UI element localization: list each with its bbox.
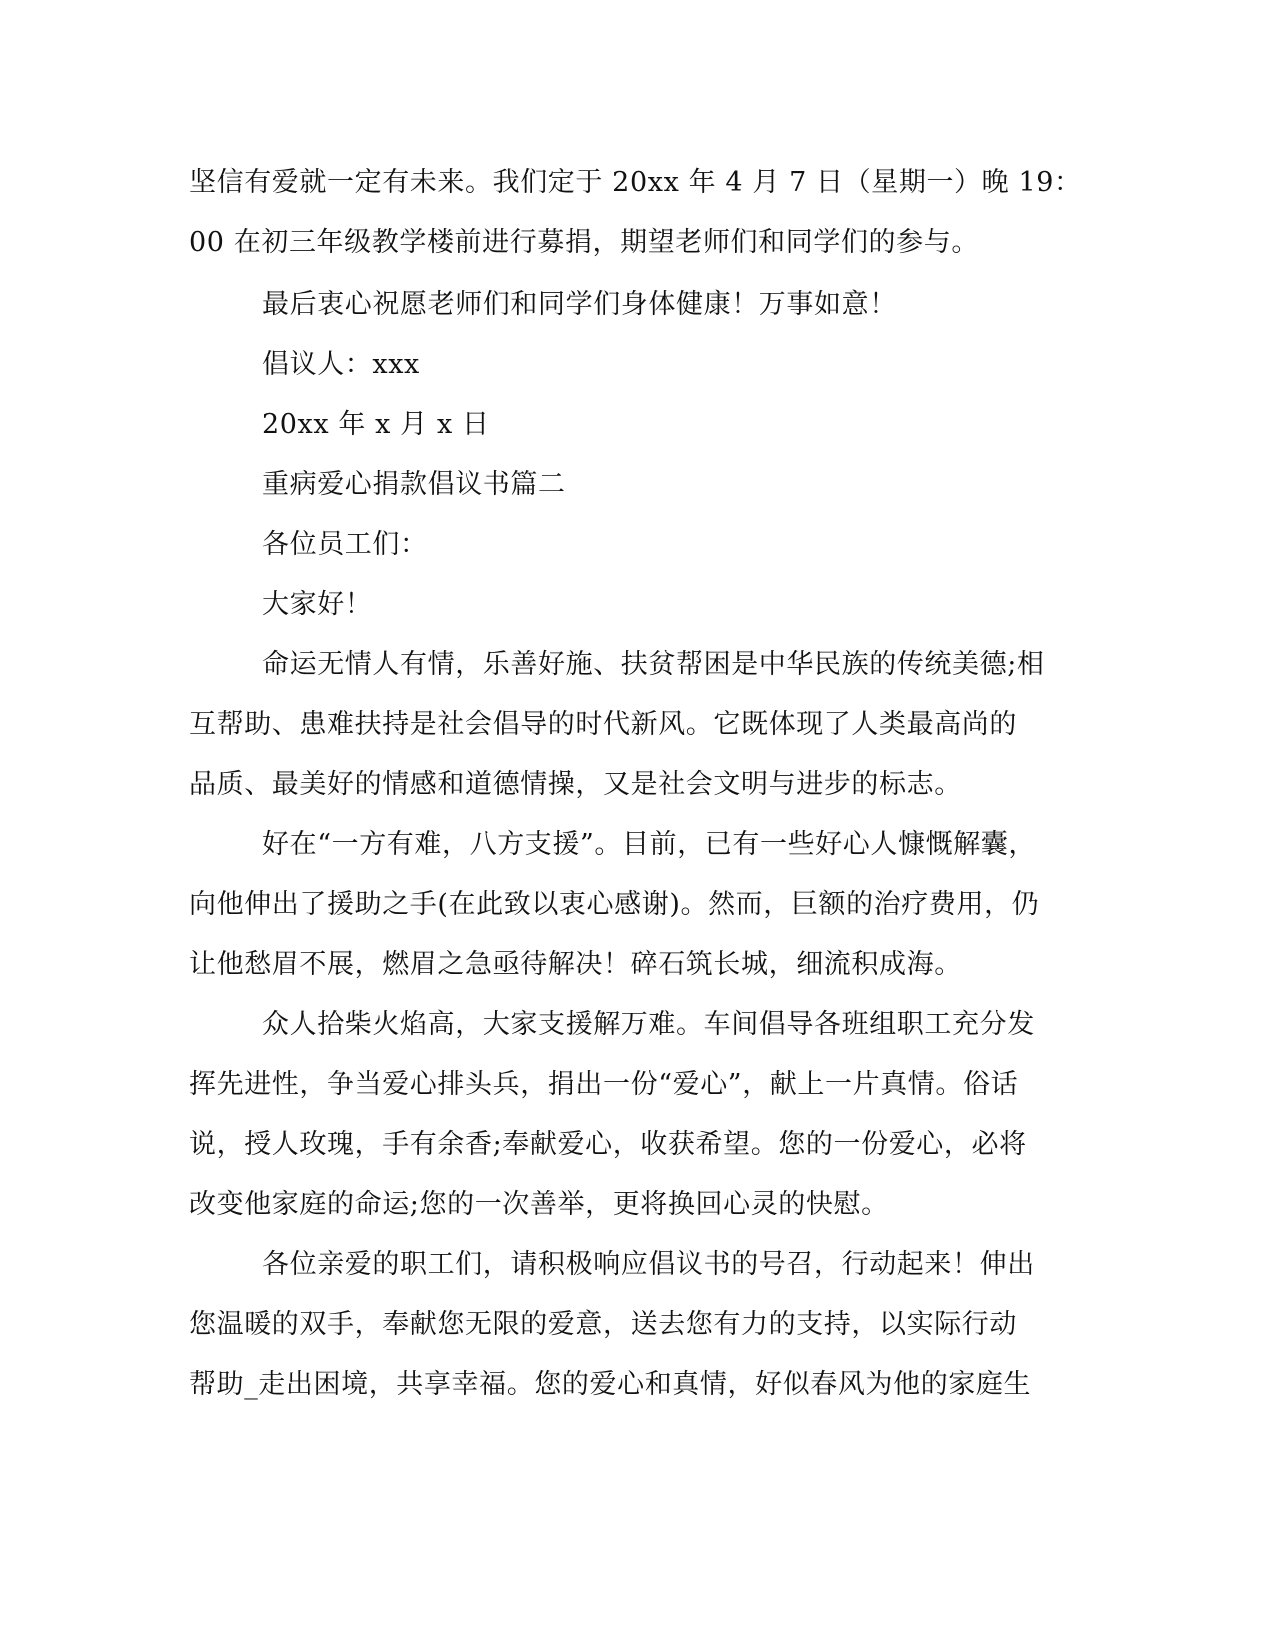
section-title: 重病爱心捐款倡议书篇二 bbox=[262, 469, 566, 500]
paragraph-5-line-3: 帮助_走出困境，共享幸福。您的爱心和真情，好似春风为他的家庭生 bbox=[189, 1369, 1032, 1400]
greeting: 大家好！ bbox=[262, 589, 373, 620]
paragraph-5-line-1: 各位亲爱的职工们，请积极响应倡议书的号召，行动起来！伸出 bbox=[262, 1249, 1035, 1280]
paragraph-4-line-3: 说，授人玫瑰，手有余香;奉献爱心，收获希望。您的一份爱心，必将 bbox=[189, 1129, 1027, 1160]
paragraph-4-line-2: 挥先进性，争当爱心排头兵，捐出一份“爱心”，献上一片真情。俗话 bbox=[189, 1069, 1019, 1100]
paragraph-2-line-2: 互帮助、患难扶持是社会倡导的时代新风。它既体现了人类最高尚的 bbox=[189, 709, 1017, 740]
paragraph-1-line-1: 坚信有爱就一定有未来。我们定于 20xx 年 4 月 7 日（星期一）晚 19： bbox=[189, 167, 1082, 198]
paragraph-2-line-1: 命运无情人有情，乐善好施、扶贫帮困是中华民族的传统美德;相 bbox=[262, 649, 1045, 680]
paragraph-4-line-1: 众人拾柴火焰高，大家支援解万难。车间倡导各班组职工充分发 bbox=[262, 1009, 1035, 1040]
closing-wish: 最后衷心祝愿老师们和同学们身体健康！万事如意！ bbox=[262, 289, 897, 320]
signature: 倡议人：xxx bbox=[262, 349, 420, 380]
paragraph-3-line-1: 好在“一方有难，八方支援”。目前，已有一些好心人慷慨解囊， bbox=[262, 829, 1037, 860]
paragraph-3-line-2: 向他伸出了援助之手(在此致以衷心感谢)。然而，巨额的治疗费用，仍 bbox=[189, 889, 1040, 920]
date: 20xx 年 x 月 x 日 bbox=[262, 409, 490, 440]
paragraph-2-line-3: 品质、最美好的情感和道德情操，又是社会文明与进步的标志。 bbox=[189, 769, 962, 800]
paragraph-4-line-4: 改变他家庭的命运;您的一次善举，更将换回心灵的快慰。 bbox=[189, 1189, 889, 1220]
paragraph-3-line-3: 让他愁眉不展，燃眉之急亟待解决！碎石筑长城，细流积成海。 bbox=[189, 949, 962, 980]
paragraph-1-line-2: 00 在初三年级教学楼前进行募捐，期望老师们和同学们的参与。 bbox=[189, 227, 979, 258]
paragraph-5-line-2: 您温暖的双手，奉献您无限的爱意，送去您有力的支持，以实际行动 bbox=[189, 1309, 1017, 1340]
salutation: 各位员工们： bbox=[262, 529, 428, 560]
